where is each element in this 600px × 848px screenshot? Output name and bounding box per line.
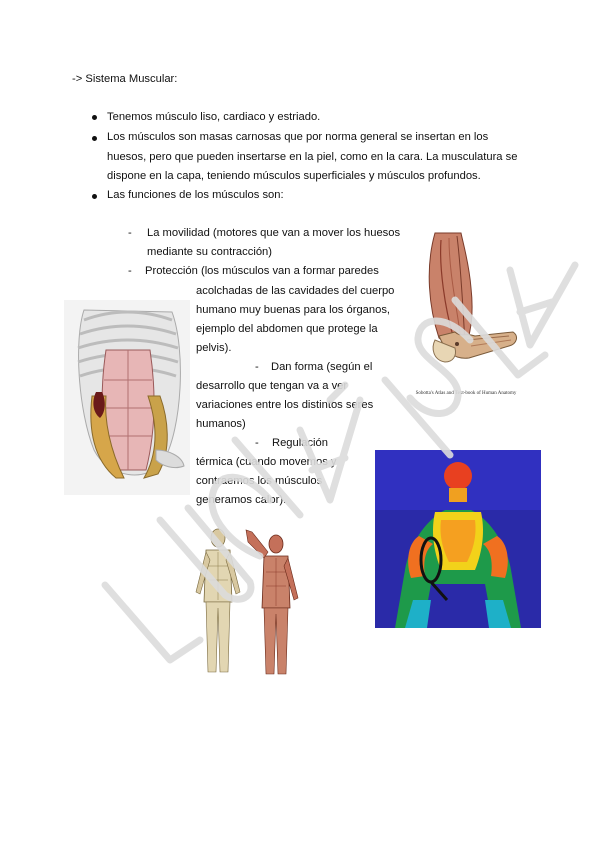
bullet-text: dispone en la capa, teniendo músculos superficiales y músculos profundos. xyxy=(107,170,481,182)
arm-caption: Sobotta's Atlas and Text-book of Human Anatomy xyxy=(415,391,517,396)
function-text: mediante su contracción) xyxy=(147,246,272,258)
bullet-marker xyxy=(92,115,97,120)
function-text: humano muy buenas para los órganos, xyxy=(196,304,391,316)
bullet-text: huesos, pero que pueden insertarse en la piel, como en la cara. La musculatura se xyxy=(107,151,518,163)
function-text: térmica (cuando movemos y xyxy=(196,456,337,468)
function-text: Dan forma (según el xyxy=(271,361,373,373)
function-text: acolchadas de las cavidades del cuerpo xyxy=(196,285,395,297)
abdomen-anatomy-image xyxy=(64,300,190,495)
dash-marker: - xyxy=(255,437,259,449)
function-text: La movilidad (motores que van a mover los huesos xyxy=(147,227,401,239)
dash-marker: - xyxy=(128,227,132,239)
arm-muscles-illustration xyxy=(405,228,527,403)
function-text: contraemos los músculos xyxy=(196,475,323,487)
thermal-camera-photo xyxy=(375,450,541,628)
body-anatomy-image xyxy=(188,522,312,690)
bullet-marker xyxy=(92,136,97,141)
bullet-marker xyxy=(92,194,97,199)
bullet-text: Los músculos son masas carnosas que por norma general se insertan en los xyxy=(107,131,489,143)
bullet-text: Las funciones de los músculos son: xyxy=(107,189,284,201)
arm-anatomy-image xyxy=(405,228,527,403)
function-text: Regulación xyxy=(272,437,328,449)
dash-marker: - xyxy=(255,361,259,373)
function-text: variaciones entre los distintos seres xyxy=(196,399,374,411)
bullet-text: Tenemos músculo liso, cardiaco y estriado. xyxy=(107,111,321,123)
function-text: ejemplo del abdomen que protege la xyxy=(196,323,378,335)
function-text: humanos) xyxy=(196,418,246,430)
thermal-image xyxy=(375,450,541,628)
function-text: generamos calor). xyxy=(196,494,287,506)
function-text: desarrollo que tengan va a ver xyxy=(196,380,348,392)
abdomen-muscles-illustration xyxy=(64,300,190,495)
dash-marker: - xyxy=(128,265,132,277)
full-body-muscle-figures xyxy=(188,522,312,690)
page-heading: -> Sistema Muscular: xyxy=(72,73,178,85)
function-text: Protección (los músculos van a formar paredes xyxy=(145,265,379,277)
function-text: pelvis). xyxy=(196,342,232,354)
